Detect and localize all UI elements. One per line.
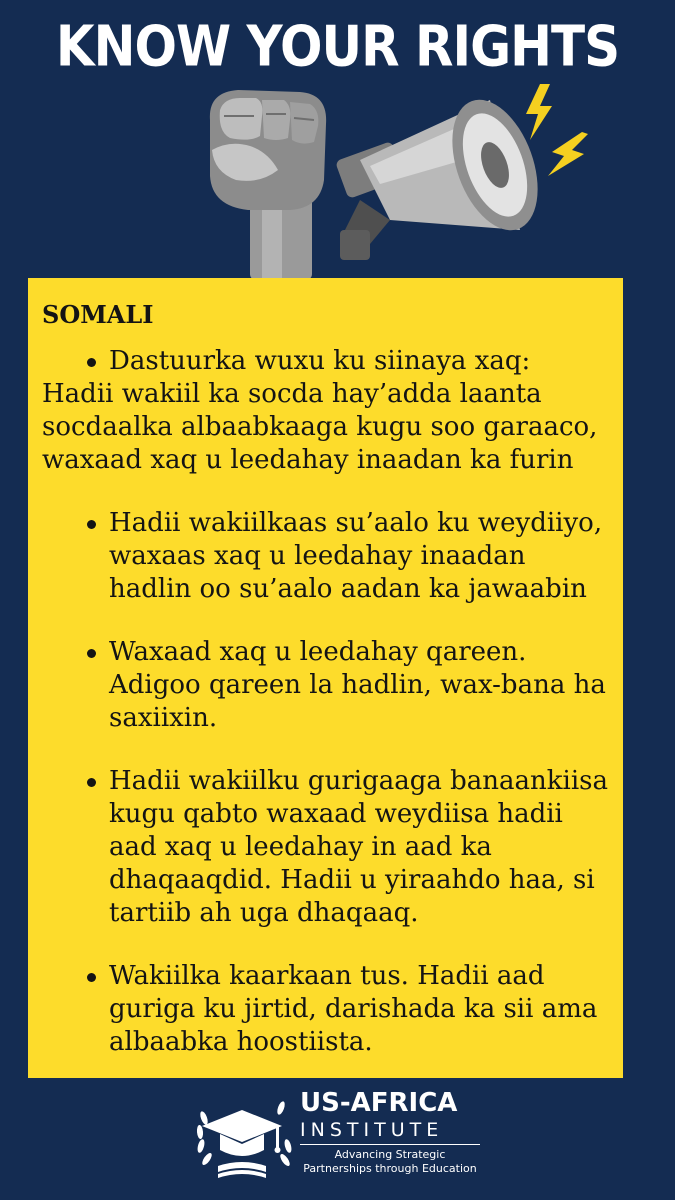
list-item [42,636,609,735]
list-item-text: Hadii wakiil ka socda hay’adda laanta socdaalka albaabkaaga kugu soo garaaco, waxaad xaq u leedahay inaadan ka furin [42,379,598,475]
rights-list [42,345,609,1059]
list-item [42,507,609,606]
lightning-bolt-icon [526,84,588,176]
list-item-text: Hadii wakiilku gurigaaga banaankiisa kugu qabto waxaad weydiisa hadii aad xaq u leedahay in aad ka dhaqaaqdid. Hadii u yiraahdo haa, si tartiib ah uga dhaqaaq. [109,766,608,928]
rights-card [28,278,623,1078]
bullet-icon [87,778,96,787]
language-heading: SOMALI [42,300,154,329]
page-title: KNOW YOUR RIGHTS [55,14,620,79]
bullet-icon [87,649,96,658]
graduation-cap-laurel-icon [190,1088,295,1188]
raised-fist-icon [210,90,326,280]
bullet-icon [87,520,96,529]
list-item-text: Wakiilka kaarkaan tus. Hadii aad guriga ku jirtid, darishada ka sii ama albaabka hoostiista. [109,961,598,1057]
org-tagline: Advancing Strategic Partnerships through Education [303,1148,477,1175]
list-item-text: Waxaad xaq u leedahay qareen. Adigoo qareen la hadlin, wax-bana ha saxiixin. [109,637,606,733]
list-item-text: Hadii wakiilkaas su’aalo ku weydiiyo, waxaas xaq u leedahay inaadan hadlin oo su’aalo aadan ka jawaabin [109,508,603,604]
divider [300,1144,480,1145]
megaphone-icon [335,88,554,260]
list-item [42,345,609,477]
list-item [42,960,609,1059]
list-item [42,765,609,930]
org-name: US-AFRICA [300,1088,458,1118]
hero-illustration [190,80,610,280]
org-footer [190,1088,520,1188]
bullet-icon [87,358,96,367]
list-item-text: Dastuurka wuxu ku siinaya xaq: [109,346,531,376]
org-subtitle: INSTITUTE [300,1119,444,1141]
bullet-icon [87,973,96,982]
